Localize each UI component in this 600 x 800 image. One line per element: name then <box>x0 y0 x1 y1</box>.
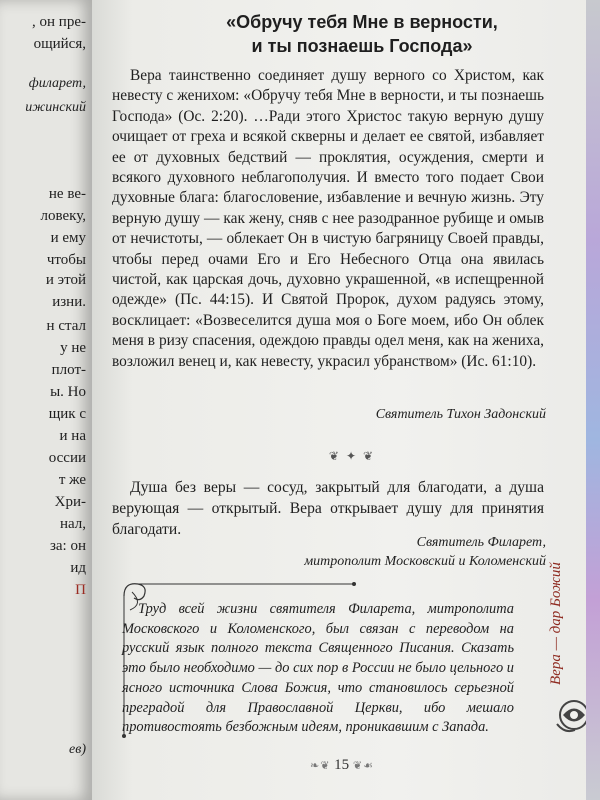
previous-page-line: оссии <box>48 450 86 466</box>
second-quote <box>112 477 544 540</box>
page-ornament-left: ❧❦ <box>309 760 331 772</box>
previous-page-line: изни. <box>52 294 86 310</box>
previous-page-line: ев) <box>69 742 86 757</box>
historical-note <box>122 600 514 738</box>
previous-page-line: у не <box>60 340 86 356</box>
previous-page-line: н стал <box>46 318 86 334</box>
second-quote-attribution <box>304 533 546 571</box>
previous-page-line: ижинский <box>25 100 86 115</box>
previous-page-line: , он пре- <box>32 14 86 30</box>
previous-page-line: Хри- <box>54 494 86 510</box>
divider-ornament: ❦ ✦ ❦ <box>328 449 376 463</box>
page-ornament-right: ❦☙ <box>352 760 374 772</box>
previous-page-line: т же <box>58 472 86 488</box>
previous-page-line: филарет, <box>28 76 86 91</box>
previous-page-line: ловеку, <box>40 208 86 224</box>
previous-page-line: щик с <box>48 406 86 422</box>
section-tab-label: Вера — дар Божий <box>548 562 564 685</box>
previous-page-line: ощийся, <box>33 36 86 52</box>
historical-note-text: Труд всей жизни святителя Филарета, митрополита Московского и Коломенского, был связан с переводом на русский язык полного текста Священного Писания. Сказать это было необходимо — до сих пор в России не было цельного и ясного источника Слова Божия, что становилось серьезной преградой для Православной Церкви, ибо мешало противостоять безбожным идеям, проникавшим с Запада. <box>122 601 514 736</box>
previous-page-line: ид <box>70 560 86 576</box>
previous-page-line: ы. Но <box>50 384 86 400</box>
page-number: 15 <box>334 757 350 773</box>
second-quote-text: Душа без веры — сосуд, закрытый для благодати, а душа верующая — открытый. Вера открывает душу для принятия благодати. <box>112 479 544 538</box>
previous-page-edge <box>0 0 92 800</box>
page-stack-edge <box>586 0 600 800</box>
attribution-line-2: митрополит Московский и Коломенский <box>304 554 546 569</box>
attribution-line-1: Святитель Филарет, <box>416 535 546 550</box>
previous-page-line: за: он <box>49 538 86 554</box>
main-quote <box>112 66 544 372</box>
heading-line-2: и ты познаешь Господа» <box>251 36 473 56</box>
previous-page-line: плот- <box>51 362 86 378</box>
previous-page-line: П <box>75 582 86 598</box>
page-footer <box>262 757 422 774</box>
previous-page-line: чтобы <box>46 252 86 268</box>
previous-page-line: и этой <box>45 272 86 288</box>
previous-page-line: не ве- <box>48 186 86 202</box>
previous-page-line: нал, <box>59 516 86 532</box>
heading-line-1: «Обручу тебя Мне в верности, <box>226 12 498 32</box>
main-quote-attribution: Святитель Тихон Задонский <box>375 407 546 422</box>
previous-page-line: и на <box>59 428 86 444</box>
book-page <box>92 0 600 800</box>
main-quote-text: Вера таинственно соединяет душу верного со Христом, как невесту с женихом: «Обручу тебя Мне в верности, и ты познаешь Господа» (Ос. 2:20). …Ради этого Христос такую верную душу очищает от греха и всякой скверны и делает ее святой, избавляет ее от духовных бедствий — проклятия, осуждения, смерти и всякого духовного неблагополучия. И вместо того подает Свои духовные блага: благословение, избавление и вечную жизнь. Эту верную душу — как жену, сняв с нее разодранное рубище и омыв от нечистоты, — облекает Он в чистую багряницу Своей правды, чтобы перед очами Его и Его Небесного Отца она явилась чистой, как царская дочь, духовно украшенной, «в испещренной одежде» (Пс. 44:15). И Святой Пророк, духом радуясь этому, восклицает: «Возвеселится душа моя о Боге моем, ибо Он облек меня в ризу спасения, одеждою правды одел меня, как на жениха, возложил венец и, как невесту, украсил убранством» (Ис. 61:10). <box>112 67 544 370</box>
previous-page-line: и ему <box>50 230 86 246</box>
section-heading <box>202 10 522 58</box>
